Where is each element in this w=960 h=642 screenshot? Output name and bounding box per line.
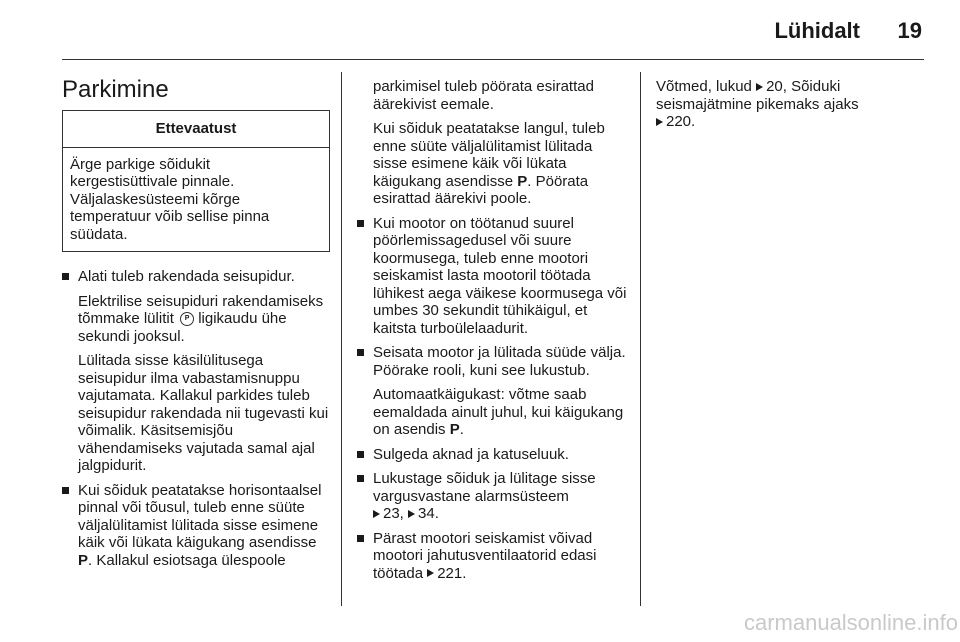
list-item: Seisata mootor ja lülitada süüde välja. Pöörake rooli, kuni see lukustub. Automaatkäigukast: võtme saab eemaldada ainult juhul, kui käigukang on asendis P. xyxy=(357,344,629,439)
column-3 xyxy=(656,78,924,131)
page-number: 19 xyxy=(897,18,922,43)
list-item-text: Kui sõiduk peatatakse horisontaalsel pinnal või tõusul, tuleb enne süüte väljalülitamist lülitada sisse esimene käik või lükata käigukang asendisse P. Kallakul esiotsaga ülespoole xyxy=(78,481,322,569)
caution-box xyxy=(62,110,330,252)
reference-arrow-icon xyxy=(408,510,415,518)
list-item: Kui mootor on töötanud suurel pöörlemissagedusel või suure koormusega, tuleb enne mootori seiskamist lasta mootoril töötada lühikest aega väikese koormusega või umbes 30 sekundit tühikäigul, et kaitsta turboülelaadurit. xyxy=(357,215,629,338)
header-rule xyxy=(62,59,924,60)
column-1 xyxy=(62,76,330,576)
parking-brake-icon: P xyxy=(180,312,194,326)
caution-text: Ärge parkige sõidukit kergestisüttivale pinnale. Väljalaskesüsteemi kõrge temperatuur võib sellise pinna süüdata. xyxy=(70,155,270,243)
list-item: Lukustage sõiduk ja lülitage sisse vargusvastane alarmsüsteem 23, 34. xyxy=(357,470,629,523)
column-2 xyxy=(357,78,629,589)
list-item-paragraph: Elektrilise seisupiduri rakendamiseks tõmmake lülitit P ligikaudu ühe sekundi jooksul. xyxy=(78,292,324,345)
section-title: Parkimine xyxy=(62,76,169,103)
paragraph: Võtmed, lukud 20, Sõiduki seismajätmine pikemaks ajaks 220. xyxy=(656,78,859,130)
reference-arrow-icon xyxy=(427,569,434,577)
reference-arrow-icon xyxy=(373,510,380,518)
list-item: Sulgeda aknad ja katuseluuk. xyxy=(357,446,629,464)
list-item-text: Alati tuleb rakendada seisupidur. xyxy=(78,268,295,285)
reference-arrow-icon xyxy=(656,118,663,126)
list-item: Pärast mootori seiskamist võivad mootori jahutusventilaatorid edasi töötada 221. xyxy=(357,530,629,583)
page-header-title: Lühidalt xyxy=(774,18,860,43)
list-item xyxy=(62,268,330,475)
watermark: carmanualsonline.info xyxy=(743,610,958,635)
column-divider-2 xyxy=(640,72,641,606)
reference-arrow-icon xyxy=(756,83,763,91)
paragraph: Kui sõiduk peatatakse langul, tuleb enne süüte väljalülitamist lülitada sisse esimene käik või lükata käigukang asendisse P. Pöörata esirattad äärekivi poole. xyxy=(373,120,605,207)
column-divider-1 xyxy=(341,72,342,606)
bullet-list-1 xyxy=(62,268,330,569)
caution-heading: Ettevaatust xyxy=(63,111,329,148)
list-item-paragraph: Lülitada sisse käsilülitusega seisupidur ilma vabastamisnuppu vajutamata. Kallakul parkides tuleb seisupidur rakendada nii tugevasti kui võimalik. Käsitsemisjõu vähendamiseks vajutada samal ajal jalgpidurit. xyxy=(78,352,329,474)
list-item xyxy=(62,482,330,570)
paragraph: parkimisel tuleb pöörata esirattad äärekivist eemale. xyxy=(373,78,594,113)
bullet-list-2 xyxy=(357,215,629,583)
